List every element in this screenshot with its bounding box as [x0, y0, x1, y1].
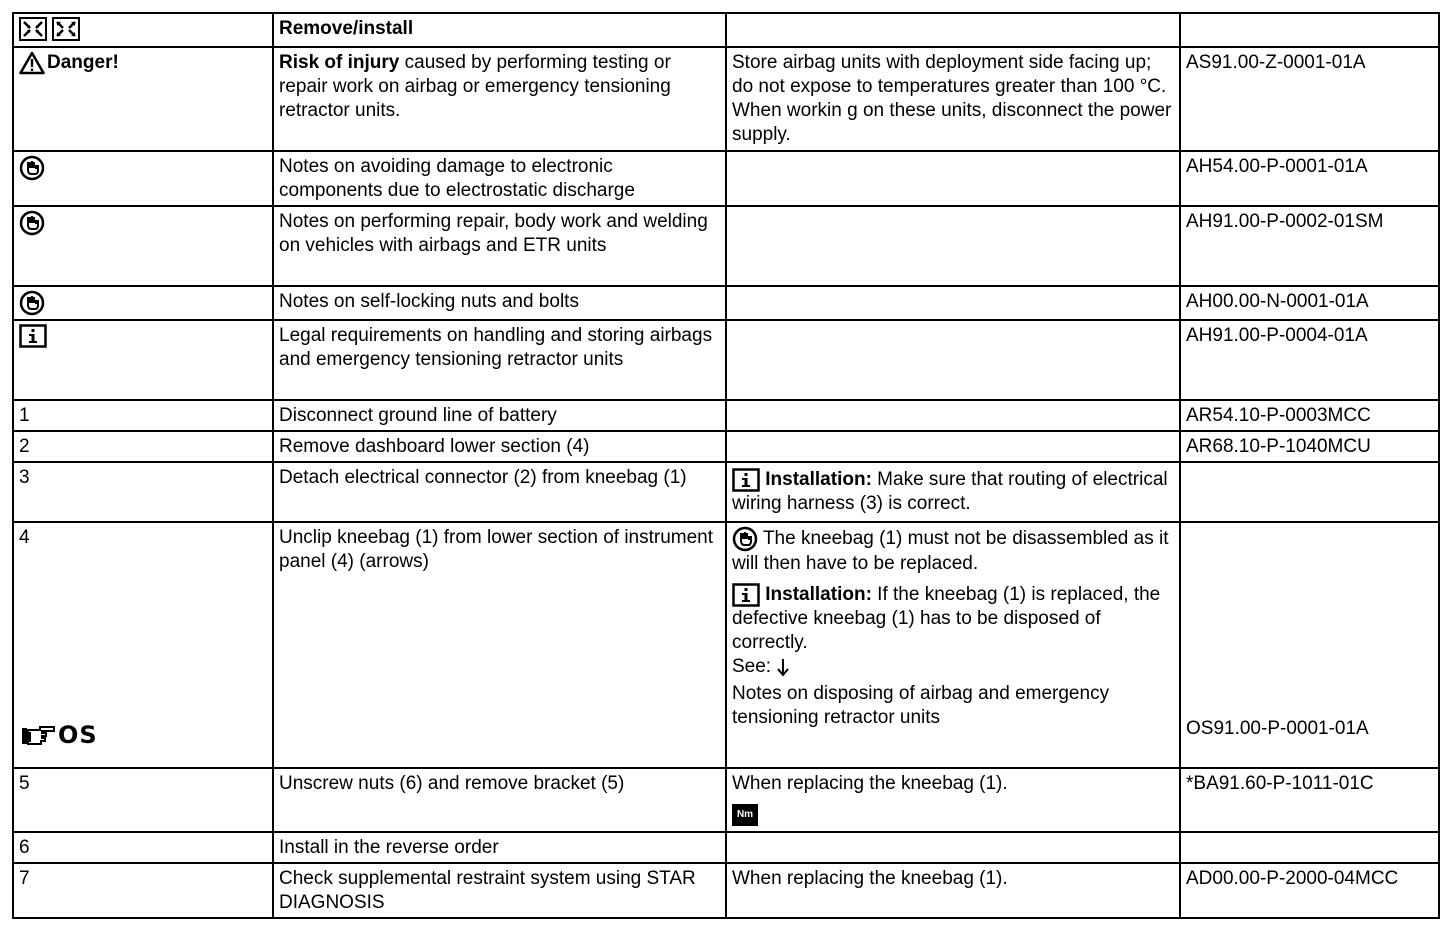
- danger-label: Danger!: [47, 52, 119, 73]
- step-text: Unscrew nuts (6) and remove bracket (5): [273, 768, 726, 832]
- caution-hand-icon: [19, 290, 45, 316]
- step-row: [13, 832, 1439, 863]
- step-ref[interactable]: AR54.10-P-0003MCC: [1180, 400, 1439, 431]
- installation-text: Make sure that routing of electrical wiring harness (3) is correct.: [732, 469, 1168, 515]
- danger-text-bold: Risk of injury: [279, 52, 400, 73]
- installation-text: If the kneebag (1) is replaced, the defective kneebag (1) has to be disposed of correctly.: [732, 584, 1161, 654]
- note-ref[interactable]: AH91.00-P-0002-01SM: [1180, 206, 1439, 286]
- step-text: Check supplemental restraint system using STAR DIAGNOSIS: [273, 863, 726, 918]
- note-icon-cell: [13, 151, 273, 206]
- step-note-empty: [726, 400, 1180, 431]
- danger-cell: [13, 47, 273, 151]
- step-row: [13, 863, 1439, 918]
- caution-hand-icon: [19, 155, 45, 181]
- remove-icon: [19, 17, 47, 41]
- step-note-empty: [726, 832, 1180, 863]
- torque-nm-icon: Nm: [732, 804, 758, 826]
- installation-label: Installation:: [765, 469, 872, 491]
- step-note: When replacing the kneebag (1).: [726, 863, 1180, 918]
- step-text: Unclip kneebag (1) from lower section of instrument panel (4) (arrows): [273, 522, 726, 768]
- step-note-empty: [726, 431, 1180, 462]
- procedure-table: [12, 12, 1440, 919]
- caution-hand-icon: [19, 210, 45, 236]
- os-text: Notes on disposing of airbag and emergency tensioning retractor units: [732, 683, 1110, 729]
- note-ref[interactable]: AH00.00-N-0001-01A: [1180, 286, 1439, 320]
- step-ref-empty: [1180, 462, 1439, 522]
- note-text: Notes on performing repair, body work and welding on vehicles with airbags and ETR units: [273, 206, 726, 286]
- note-row: [13, 151, 1439, 206]
- pointing-hand-icon: [20, 724, 56, 746]
- step-note: [726, 462, 1180, 522]
- header-icons-cell: [13, 13, 273, 47]
- note-ref[interactable]: AH54.00-P-0001-01A: [1180, 151, 1439, 206]
- note-empty: [726, 320, 1180, 400]
- note-text: Legal requirements on handling and storing airbags and emergency tensioning retractor units: [273, 320, 726, 400]
- see-label: See:: [732, 656, 772, 678]
- note-text: Notes on self-locking nuts and bolts: [273, 286, 726, 320]
- step-text: Install in the reverse order: [273, 832, 726, 863]
- step-note-text: When replacing the kneebag (1).: [732, 773, 1008, 794]
- step-number: 1: [13, 400, 273, 431]
- info-icon: [732, 583, 760, 607]
- caution-hand-icon: [732, 526, 758, 552]
- note-icon-cell: [13, 206, 273, 286]
- note-icon-cell: [13, 286, 273, 320]
- caution-text: The kneebag (1) must not be disassembled as it will then have to be replaced.: [732, 528, 1169, 574]
- step-number: 2: [13, 431, 273, 462]
- step-ref[interactable]: AD00.00-P-2000-04MCC: [1180, 863, 1439, 918]
- note-empty: [726, 151, 1180, 206]
- note-row: [13, 320, 1439, 400]
- note-icon-cell: [13, 320, 273, 400]
- note-ref[interactable]: AH91.00-P-0004-01A: [1180, 320, 1439, 400]
- step-ref[interactable]: *BA91.60-P-1011-01C: [1180, 768, 1439, 832]
- header-empty-4: [1180, 13, 1439, 47]
- warning-triangle-icon: [19, 51, 45, 75]
- info-icon: [19, 324, 47, 348]
- step-ref[interactable]: AR68.10-P-1040MCU: [1180, 431, 1439, 462]
- os-label: OS: [58, 721, 98, 749]
- installation-label: Installation:: [765, 584, 872, 606]
- danger-text-rest: caused by performing testing or repair work on airbag or emergency tensioning retractor units.: [279, 52, 671, 121]
- step-number: 4: [19, 527, 30, 548]
- step-number: 6: [13, 832, 273, 863]
- see-line: [732, 655, 1174, 679]
- os-reference: [20, 723, 98, 747]
- danger-note: Store airbag units with deployment side facing up; do not expose to temperatures greater than 100 °C. When workin g on these units, disconnect the power supply.: [726, 47, 1180, 151]
- header-title: Remove/install: [273, 13, 726, 47]
- danger-row: [13, 47, 1439, 151]
- step-number: 5: [13, 768, 273, 832]
- info-icon: [732, 468, 760, 492]
- installation-note: [732, 583, 1174, 655]
- caution-note: [732, 526, 1174, 576]
- header-row: [13, 13, 1439, 47]
- step-row: [13, 400, 1439, 431]
- header-empty-3: [726, 13, 1180, 47]
- note-text: Notes on avoiding damage to electronic components due to electrostatic discharge: [273, 151, 726, 206]
- arrow-down-icon: [776, 657, 790, 677]
- danger-ref: AS91.00-Z-0001-01A: [1180, 47, 1439, 151]
- step-note: [726, 768, 1180, 832]
- note-empty: [726, 206, 1180, 286]
- step-row: [13, 768, 1439, 832]
- step-row: [13, 462, 1439, 522]
- os-ref[interactable]: OS91.00-P-0001-01A: [1186, 718, 1369, 739]
- danger-text: [273, 47, 726, 151]
- step-number: 3: [13, 462, 273, 522]
- step-text: Remove dashboard lower section (4): [273, 431, 726, 462]
- step-row: [13, 522, 1439, 768]
- note-row: [13, 206, 1439, 286]
- step-text: Disconnect ground line of battery: [273, 400, 726, 431]
- note-empty: [726, 286, 1180, 320]
- step-text: Detach electrical connector (2) from kneebag (1): [273, 462, 726, 522]
- step-note: [726, 522, 1180, 768]
- step-number-cell: [13, 522, 273, 768]
- step-ref-empty: [1180, 832, 1439, 863]
- step-ref: [1180, 522, 1439, 768]
- install-icon: [52, 17, 80, 41]
- step-row: [13, 431, 1439, 462]
- step-number: 7: [13, 863, 273, 918]
- note-row: [13, 286, 1439, 320]
